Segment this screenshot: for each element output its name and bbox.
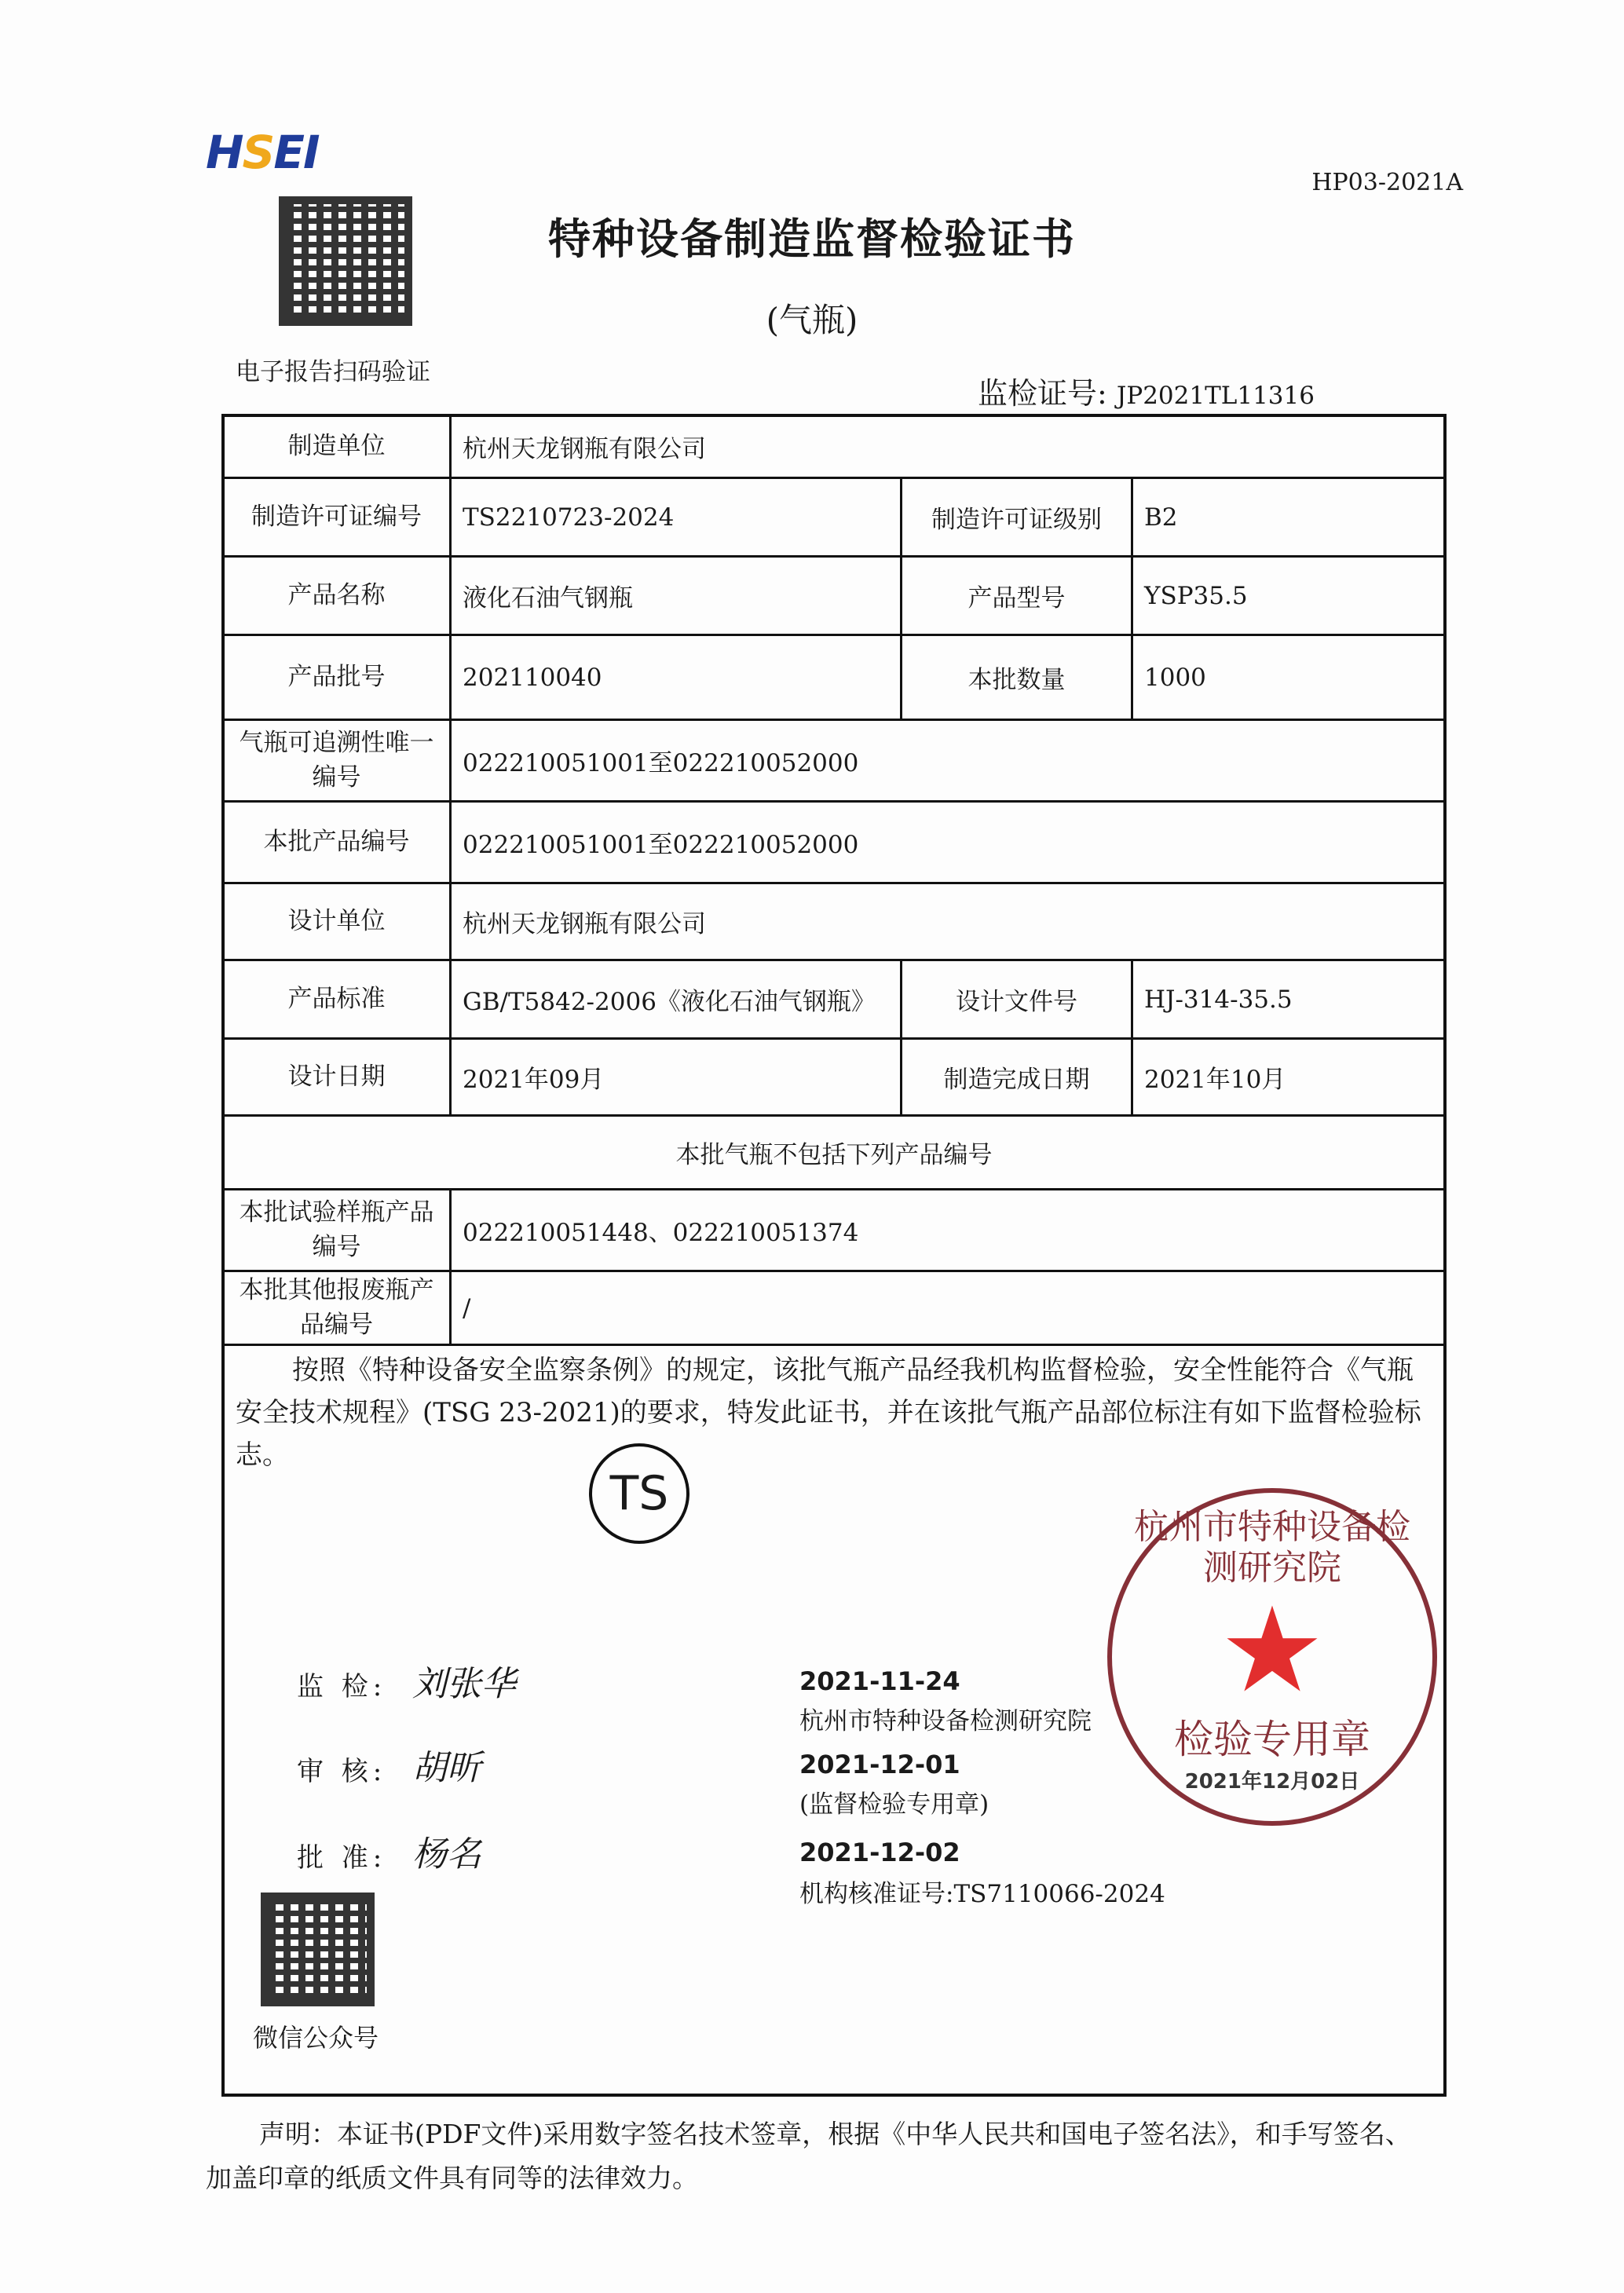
approver-signature: 杨名 [412, 1834, 481, 1874]
org-name: 杭州市特种设备检测研究院 [799, 1707, 1092, 1735]
cell-label: 产品型号 [902, 557, 1132, 635]
cert-number [978, 369, 1315, 412]
cell-label: 气瓶可追溯性唯一编号 [223, 720, 451, 802]
table-row [223, 802, 1446, 883]
seal-date: 2021年12月02日 [1184, 1770, 1360, 1794]
cell-value: 022210051001至022210052000 [451, 802, 1446, 883]
cell-label: 制造完成日期 [902, 1039, 1132, 1116]
cell-label: 制造许可证级别 [902, 478, 1132, 557]
approval-number [799, 1878, 1165, 1910]
table-row [223, 1190, 1446, 1271]
inspect-date: 2021-11-24 [799, 1666, 960, 1696]
cell-value: 2021年09月 [451, 1039, 902, 1116]
certification-paragraph: 按照《特种设备安全监察条例》的规定，该批气瓶产品经我机构监督检验，安全性能符合《气瓶安全技术规程》(TSG 23-2021)的要求，特发此证书，并在该批气瓶产品部位标注有如下监督检验标志。 [236, 1355, 1421, 1471]
cell-value: GB/T5842-2006《液化石油气钢瓶》 [451, 960, 902, 1039]
cell-value: TS2210723-2024 [451, 478, 902, 557]
cell-label: 本批其他报废瓶产品编号 [223, 1271, 451, 1345]
table-row [223, 1271, 1446, 1345]
cell-label: 本批数量 [902, 635, 1132, 720]
cell-value: 杭州天龙钢瓶有限公司 [451, 415, 1446, 478]
seal-type: (监督检验专用章) [799, 1790, 989, 1819]
table-row [223, 720, 1446, 802]
cell-label: 设计文件号 [902, 960, 1132, 1039]
wechat-caption: 微信公众号 [253, 2023, 379, 2053]
approver-label: 批 准: [297, 1842, 387, 1874]
cell-value: 202110040 [451, 635, 902, 720]
cell-label: 本批试验样瓶产品编号 [223, 1190, 451, 1271]
cell-label: 设计日期 [223, 1039, 451, 1116]
ts-mark: TS [589, 1443, 689, 1544]
declaration: 声明：本证书(PDF文件)采用数字签名技术签章，根据《中华人民共和国电子签名法》，和手写签名、加盖印章的纸质文件具有同等的法律效力。 [206, 2119, 1411, 2193]
inspector-signature: 刘张华 [412, 1664, 516, 1704]
cell-value: HJ-314-35.5 [1132, 960, 1446, 1039]
qr-caption: 电子报告扫码验证 [236, 358, 430, 386]
reviewer-signature: 胡昕 [412, 1748, 481, 1788]
certificate-table [221, 414, 1447, 1346]
review-date: 2021-12-01 [799, 1750, 960, 1779]
table-row [223, 635, 1446, 720]
reviewer-label: 审 核: [297, 1756, 387, 1787]
table-row [223, 1116, 1446, 1190]
cell-value: 022210051001至022210052000 [451, 720, 1446, 802]
table-row [223, 478, 1446, 557]
cert-no-label: 监检证号: [978, 376, 1107, 411]
seal-center-text: 检验专用章 [1174, 1717, 1370, 1762]
inspector-label: 监 检: [297, 1671, 387, 1702]
section-header: 本批气瓶不包括下列产品编号 [223, 1116, 1446, 1190]
table-row [223, 960, 1446, 1039]
approval-value: TS7110066-2024 [953, 1880, 1165, 1908]
star-icon: ★ [1219, 1582, 1326, 1719]
cell-value: YSP35.5 [1132, 557, 1446, 635]
cert-no-value: JP2021TL11316 [1116, 382, 1315, 410]
form-code: HP03-2021A [1311, 169, 1463, 196]
approval-label: 机构核准证号: [799, 1880, 954, 1908]
cell-value: B2 [1132, 478, 1446, 557]
cell-label: 本批产品编号 [223, 802, 451, 883]
cell-value: / [451, 1271, 1446, 1345]
cell-value: 杭州天龙钢瓶有限公司 [451, 883, 1446, 960]
page-title: 特种设备制造监督检验证书 [548, 214, 1076, 264]
hsei-logo: HSEI [206, 126, 319, 179]
cell-label: 设计单位 [223, 883, 451, 960]
official-seal [1107, 1488, 1437, 1826]
cell-label: 产品标准 [223, 960, 451, 1039]
wechat-qr-code [261, 1893, 375, 2006]
table-row [223, 883, 1446, 960]
seal-ring-text: 杭州市特种设备检测研究院 [1134, 1507, 1410, 1588]
cell-value: 2021年10月 [1132, 1039, 1446, 1116]
table-row [223, 1039, 1446, 1116]
cell-value: 1000 [1132, 635, 1446, 720]
table-row [223, 415, 1446, 478]
cell-label: 产品批号 [223, 635, 451, 720]
table-row [223, 557, 1446, 635]
approve-date: 2021-12-02 [799, 1838, 960, 1867]
cell-value: 022210051448、022210051374 [451, 1190, 1446, 1271]
cell-label: 制造许可证编号 [223, 478, 451, 557]
cell-label: 制造单位 [223, 415, 451, 478]
page-subtitle: (气瓶) [766, 301, 858, 339]
cell-label: 产品名称 [223, 557, 451, 635]
cell-value: 液化石油气钢瓶 [451, 557, 902, 635]
